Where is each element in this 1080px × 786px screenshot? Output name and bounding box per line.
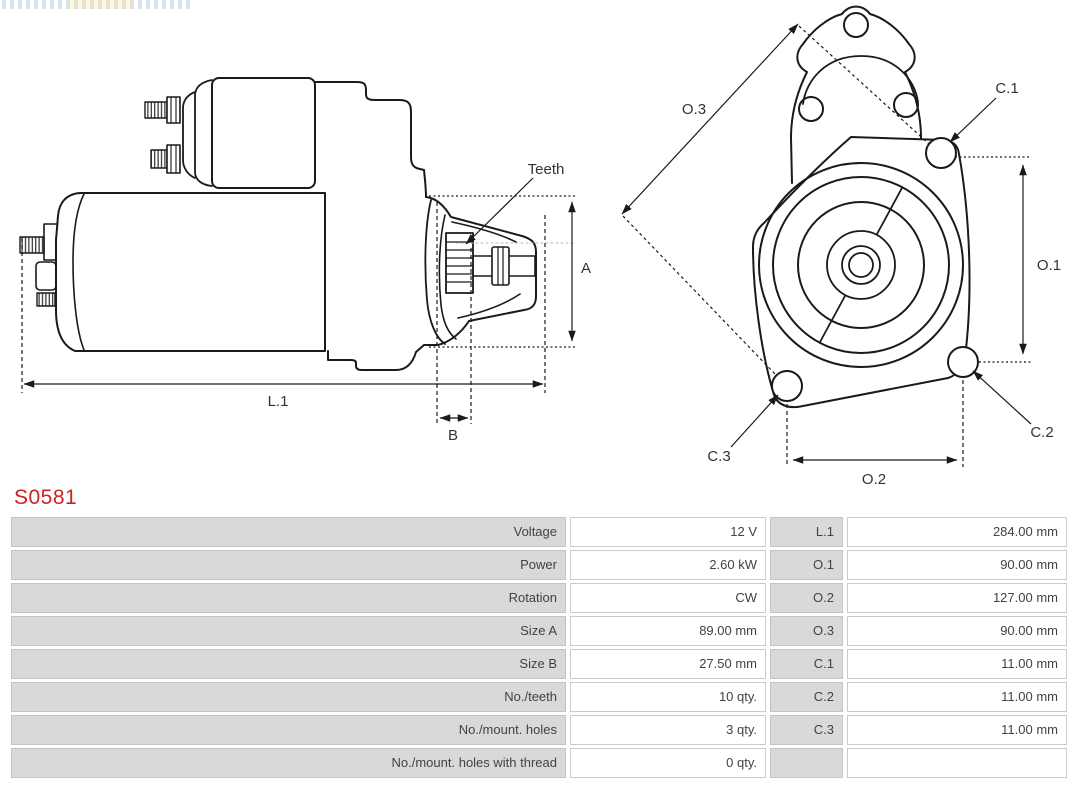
dim-label-c3: C.3 <box>707 448 731 465</box>
dim-value-cell: 127.00 mm <box>847 583 1067 613</box>
spec-value-cell: 10 qty. <box>570 682 766 712</box>
dim-label-cell: L.1 <box>770 517 843 547</box>
dim-label-o1: O.1 <box>1036 257 1062 274</box>
dim-label-cell <box>770 748 843 778</box>
spec-value-cell: 12 V <box>570 517 766 547</box>
dim-label-c1: C.1 <box>995 80 1019 97</box>
dim-value-cell: 11.00 mm <box>847 682 1067 712</box>
spec-value-cell: 2.60 kW <box>570 550 766 580</box>
dim-value-cell: 90.00 mm <box>847 550 1067 580</box>
spec-label-cell: Voltage <box>11 517 566 547</box>
spec-value-cell: 3 qty. <box>570 715 766 745</box>
dim-value-cell: 11.00 mm <box>847 715 1067 745</box>
dim-label-cell: C.3 <box>770 715 843 745</box>
spec-value-cell: 89.00 mm <box>570 616 766 646</box>
dim-label-l1: L.1 <box>267 393 289 410</box>
spec-value-cell: CW <box>570 583 766 613</box>
dim-value-cell: 284.00 mm <box>847 517 1067 547</box>
dim-label-o2: O.2 <box>861 471 887 488</box>
front-view-diagram <box>600 0 1080 500</box>
spec-label-cell: Power <box>11 550 566 580</box>
spec-label-cell: Rotation <box>11 583 566 613</box>
dim-value-cell: 11.00 mm <box>847 649 1067 679</box>
dim-label-cell: O.2 <box>770 583 843 613</box>
spec-label-cell: No./mount. holes <box>11 715 566 745</box>
part-number: S0581 <box>14 486 78 509</box>
dim-label-b: B <box>447 427 459 444</box>
dim-label-cell: C.1 <box>770 649 843 679</box>
starter-side-outline <box>20 78 574 370</box>
spec-label-cell: No./mount. holes with thread <box>11 748 566 778</box>
dim-label-o3: O.3 <box>681 101 707 118</box>
dim-label-cell: O.3 <box>770 616 843 646</box>
spec-label-cell: No./teeth <box>11 682 566 712</box>
dim-value-cell <box>847 748 1067 778</box>
side-view-diagram <box>0 0 600 475</box>
dim-label-a: A <box>580 260 592 277</box>
spec-value-cell: 0 qty. <box>570 748 766 778</box>
dim-label-cell: O.1 <box>770 550 843 580</box>
spec-label-cell: Size A <box>11 616 566 646</box>
spec-label-cell: Size B <box>11 649 566 679</box>
dim-label-cell: C.2 <box>770 682 843 712</box>
dim-value-cell: 90.00 mm <box>847 616 1067 646</box>
dim-label-c2: C.2 <box>1030 424 1054 441</box>
starter-front-outline <box>753 7 978 407</box>
spec-value-cell: 27.50 mm <box>570 649 766 679</box>
spec-table <box>11 517 1067 778</box>
teeth-label: Teeth <box>527 161 565 178</box>
